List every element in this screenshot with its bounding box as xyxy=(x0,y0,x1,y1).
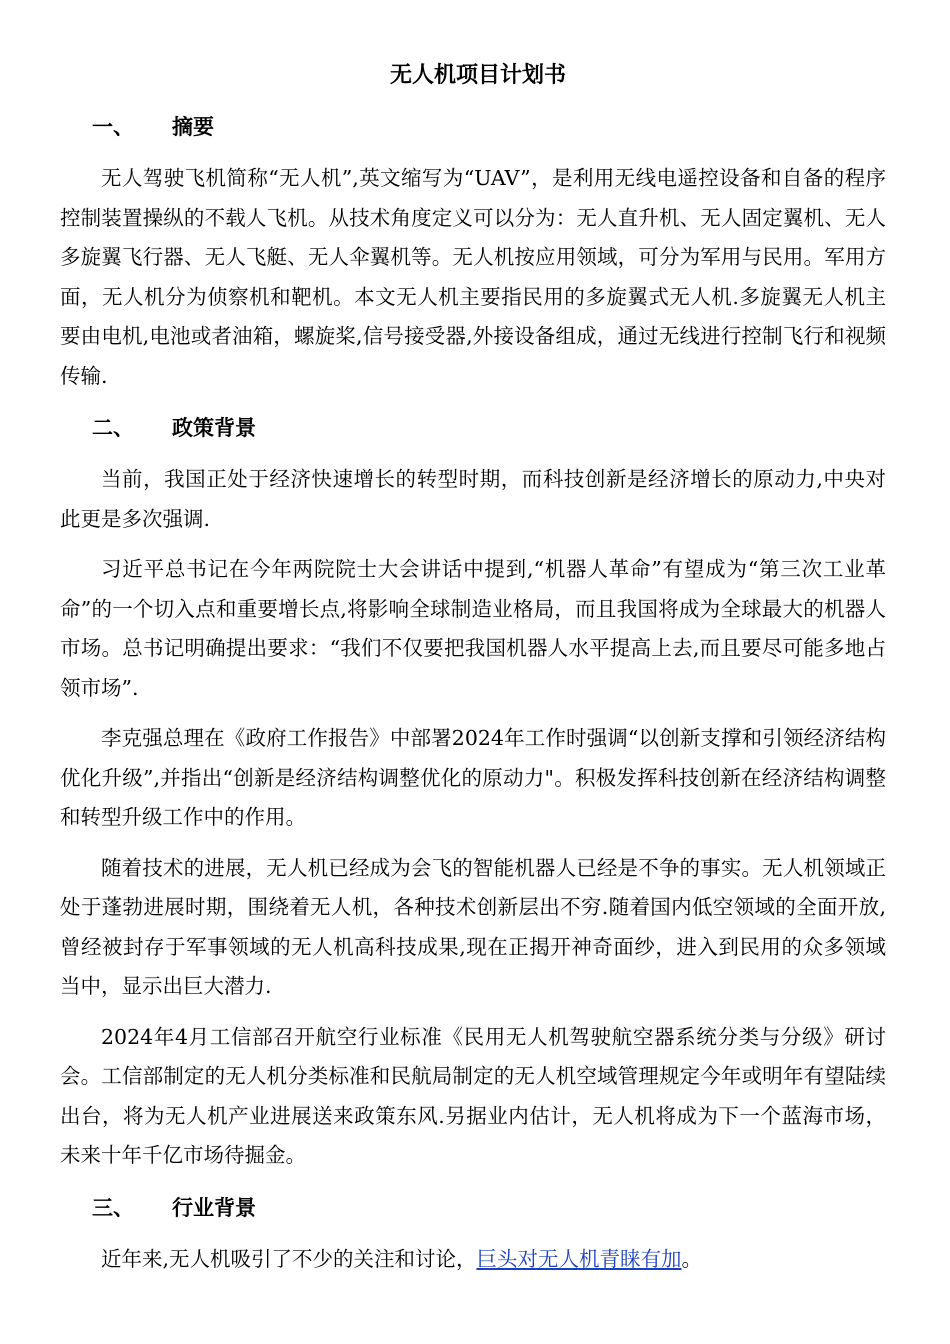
paragraph: 李克强总理在《政府工作报告》中部署2024年工作时强调“以创新支撑和引领经济结构优化升级”,并指出“创新是经济结构调整优化的原动力"。积极发挥科技创新在经济结构调整和转型升级工作中的作用。 xyxy=(60,726,886,829)
industry-link[interactable]: 巨头对无人机青睐有加 xyxy=(476,1246,682,1271)
paragraph-end: 。 xyxy=(681,1246,703,1271)
section-title: 政策背景 xyxy=(172,415,256,440)
section-title: 摘要 xyxy=(172,114,214,139)
section-number: 三、 xyxy=(92,1194,134,1220)
paragraph: 习近平总书记在今年两院院士大会讲话中提到,“机器人革命”有望成为“第三次工业革命”的一个切入点和重要增长点,将影响全球制造业格局，而且我国将成为全球最大的机器人市场。总书记明确提出要求：“我们不仅要把我国机器人水平提高上去,而且要尽可能多地占领市场”. xyxy=(60,557,886,700)
paragraph-text: 近年来,无人机吸引了不少的关注和讨论， xyxy=(101,1246,477,1271)
document-title: 无人机项目计划书 xyxy=(389,62,566,88)
paragraph: 当前，我国正处于经济快速增长的转型时期，而科技创新是经济增长的原动力,中央对此更是多次强调. xyxy=(60,467,886,531)
paragraph: 无人驾驶飞机简称“无人机”,英文缩写为“UAV”，是利用无线电遥控设备和自备的程序控制装置操纵的不载人飞机。从技术角度定义可以分为：无人直升机、无人固定翼机、无人多旋翼飞行器、无人飞艇、无人伞翼机等。无人机按应用领域，可分为军用与民用。军用方面，无人机分为侦察机和靶机。本文无人机主要指民用的多旋翼式无人机.多旋翼无人机主要由电机,电池或者油箱，螺旋桨,信号接受器,外接设备组成，通过无线进行控制飞行和视频传输. xyxy=(60,166,886,388)
paragraph: 2024年4月工信部召开航空行业标准《民用无人机驾驶航空器系统分类与分级》研讨会。工信部制定的无人机分类标准和民航局制定的无人机空域管理规定今年或明年有望陆续出台，将为无人机产业进展送来政策东风.另据业内估计，无人机将成为下一个蓝海市场，未来十年千亿市场待掘金。 xyxy=(60,1024,886,1167)
section-number: 二、 xyxy=(92,415,134,440)
section-heading-industry xyxy=(60,1191,886,1225)
section-heading-summary xyxy=(60,110,886,144)
paragraph xyxy=(60,1240,886,1280)
section-title: 行业背景 xyxy=(172,1194,256,1220)
section-heading-policy xyxy=(60,411,886,445)
section-number: 一、 xyxy=(92,114,134,139)
paragraph: 随着技术的进展，无人机已经成为会飞的智能机器人已经是不争的事实。无人机领域正处于蓬勃进展时期，围绕着无人机，各种技术创新层出不穷.随着国内低空领域的全面开放,曾经被封存于军事领域的无人机高科技成果,现在正揭开神奇面纱，进入到民用的众多领域当中，显示出巨大潜力. xyxy=(60,855,886,998)
